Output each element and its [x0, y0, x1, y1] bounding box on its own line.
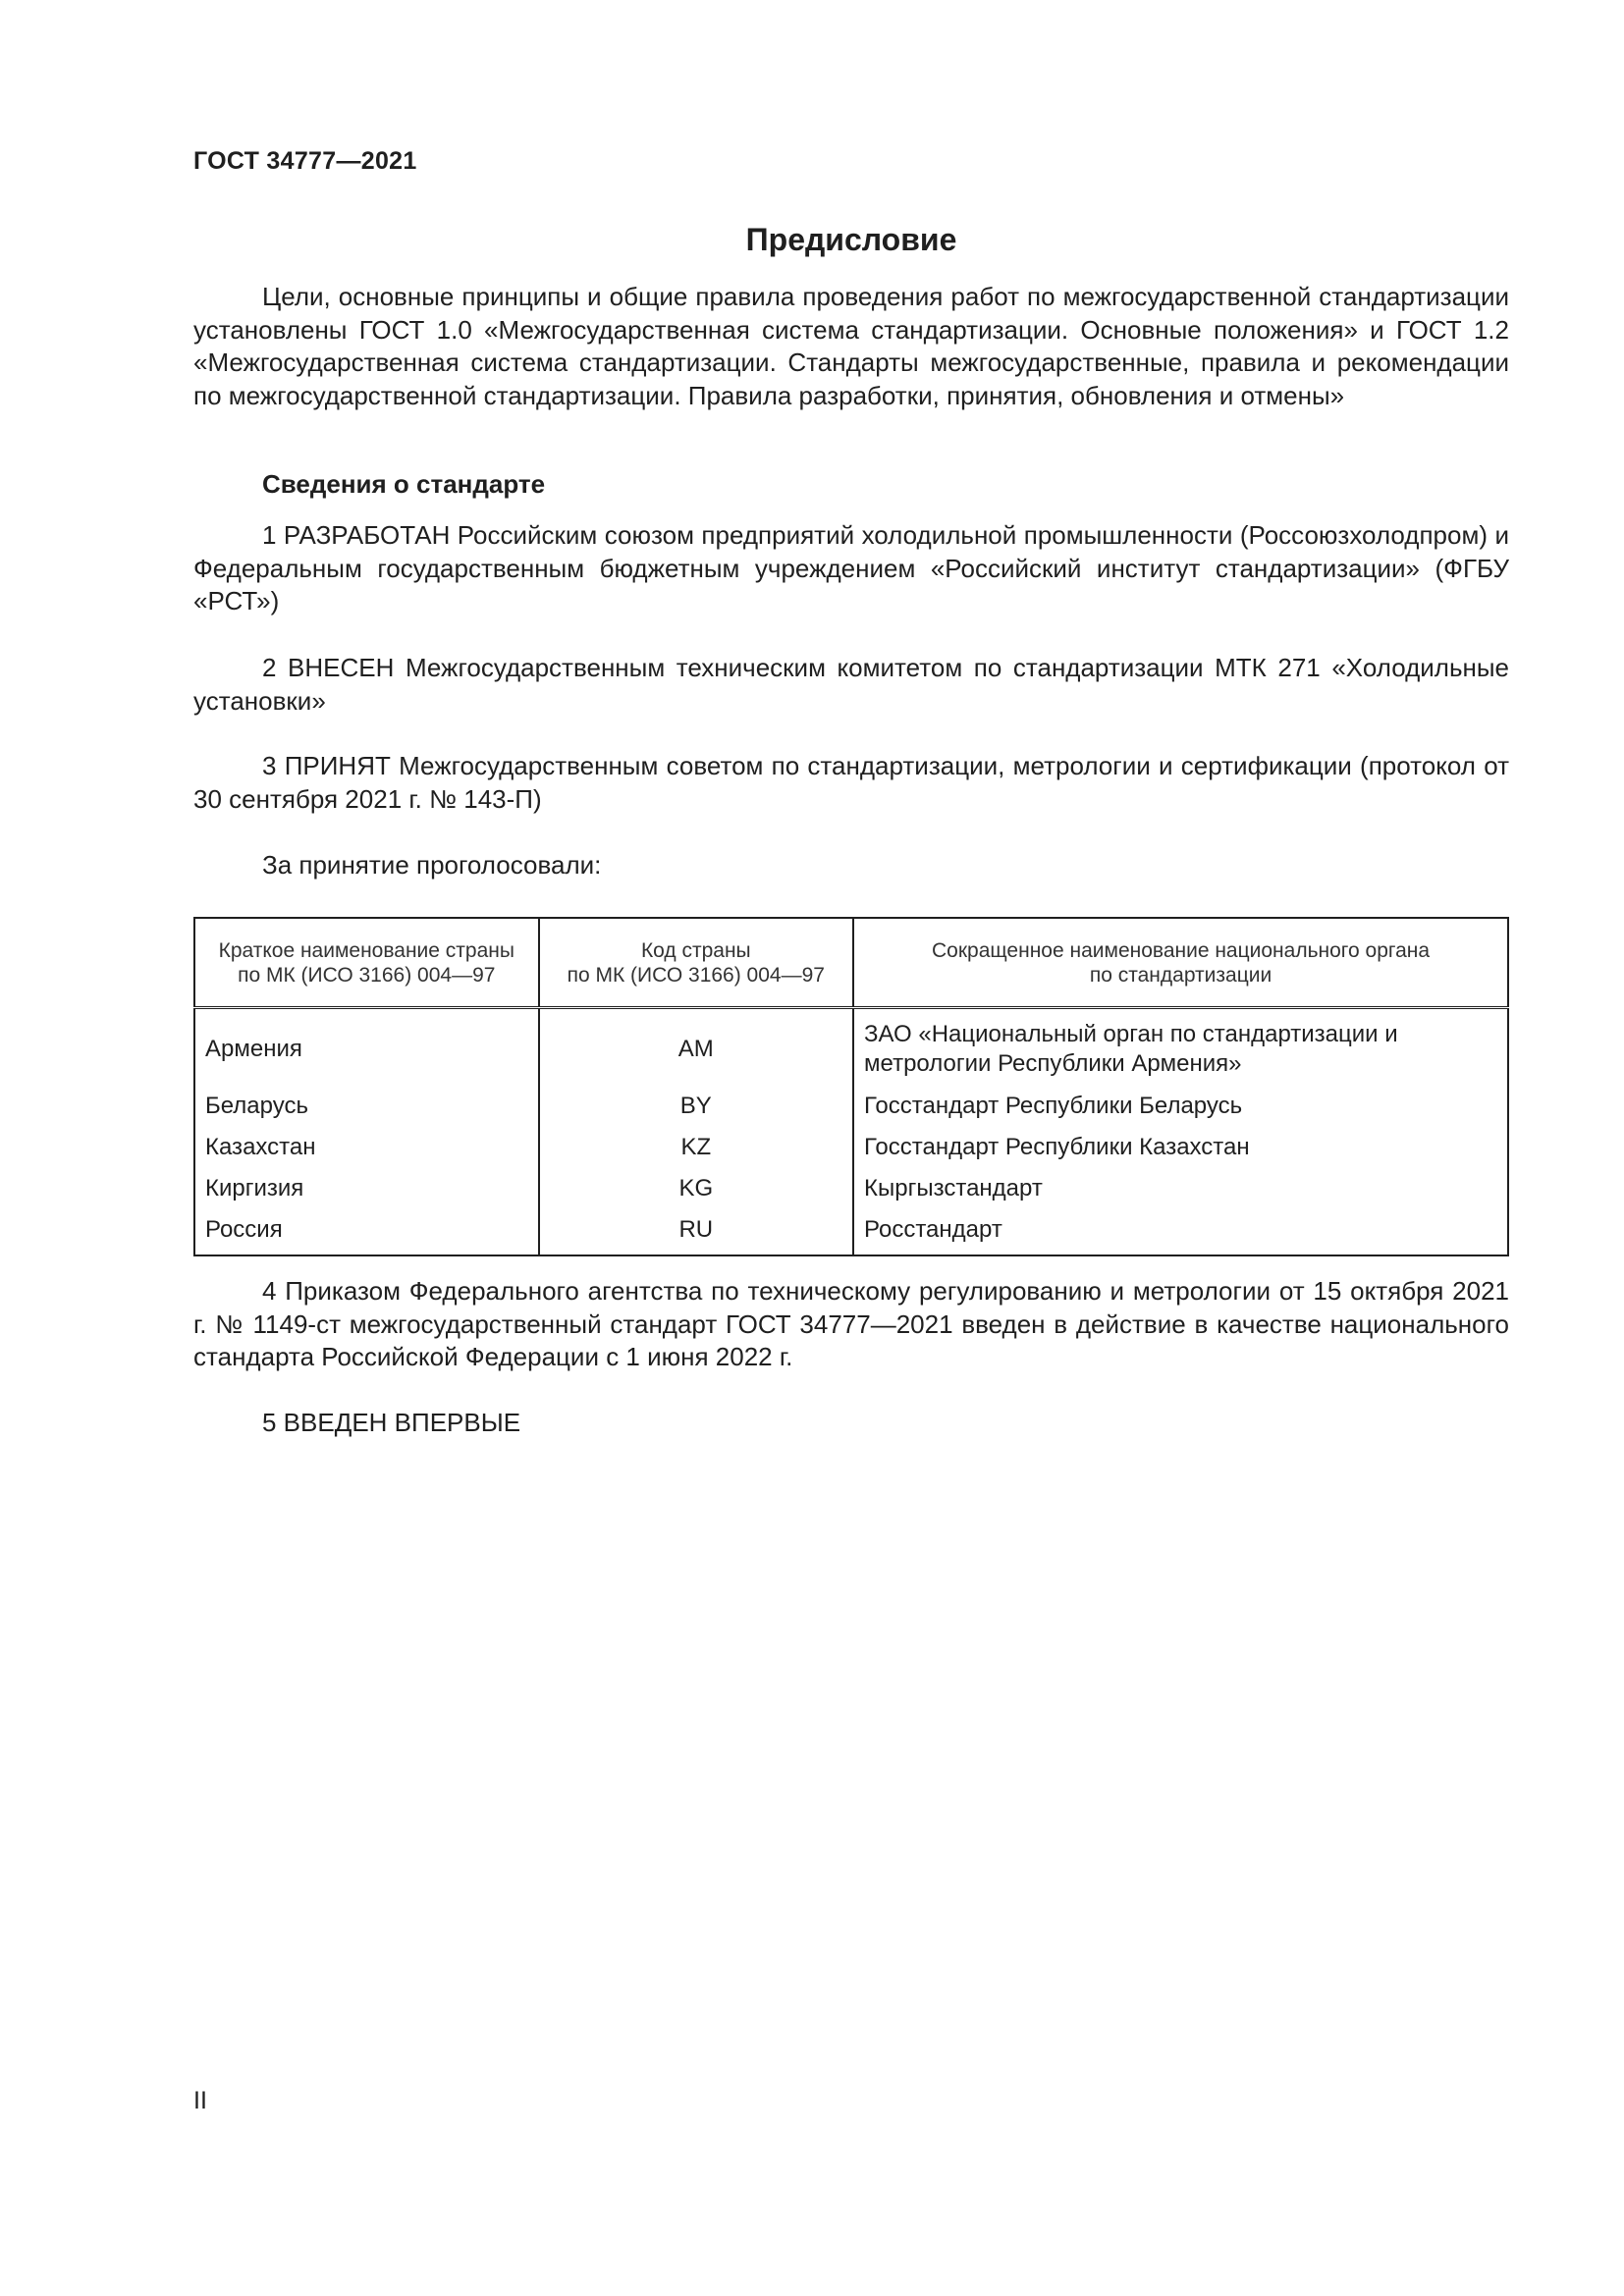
- header-country-code-line1: Код страны: [640, 938, 751, 962]
- cell-country: Беларусь: [194, 1086, 539, 1127]
- cell-code: KG: [539, 1168, 853, 1209]
- cell-country: Россия: [194, 1209, 539, 1255]
- cell-country: Армения: [194, 1008, 539, 1087]
- voting-table: [193, 917, 1509, 1256]
- page-title: Предисловие: [745, 222, 957, 257]
- intro-paragraph: Цели, основные принципы и общие правила проведения работ по межгосударственной стандартизации установлены ГОСТ 1.0 «Межгосударственная система стандартизации. Основные положения» и ГОСТ 1.2 «Межгосударственная система стандартизации. Стандарты межгосударственные, правила и рекомендации по межгосударственной стандартизации. Правила разработки, принятия, обновления и отмены»: [193, 282, 1509, 410]
- header-country-code-line2: по МК (ИСО 3166) 004—97: [567, 963, 825, 987]
- table-row: [194, 1008, 1508, 1087]
- cell-country: Киргизия: [194, 1168, 539, 1209]
- cell-national-body: Кыргызстандарт: [853, 1168, 1508, 1209]
- item-adopted: 3 ПРИНЯТ Межгосударственным советом по стандартизации, метрологии и сертификации (протокол от 30 сентября 2021 г. № 143-П): [193, 751, 1509, 814]
- table-header-row: [194, 918, 1508, 1008]
- table-row: [194, 1168, 1508, 1209]
- header-country-name: [194, 918, 539, 1008]
- standard-info-heading: Сведения о стандарте: [262, 469, 546, 499]
- item-order: 4 Приказом Федерального агентства по техническому регулированию и метрологии от 15 октября 2021 г. № 1149-ст межгосударственный стандарт ГОСТ 34777—2021 введен в действие в качестве национального стандарта Российской Федерации с 1 июня 2022 г.: [193, 1276, 1509, 1371]
- cell-code: AM: [539, 1008, 853, 1087]
- cell-code: KZ: [539, 1127, 853, 1168]
- cell-code: RU: [539, 1209, 853, 1255]
- cell-national-body: ЗАО «Национальный орган по стандартизации и метрологии Республики Армения»: [853, 1008, 1508, 1087]
- item-introduced: 2 ВНЕСЕН Межгосударственным техническим комитетом по стандартизации МТК 271 «Холодильные установки»: [193, 653, 1509, 716]
- cell-national-body: Госстандарт Республики Казахстан: [853, 1127, 1508, 1168]
- cell-country: Казахстан: [194, 1127, 539, 1168]
- table-row: [194, 1086, 1508, 1127]
- header-country-name-line2: по МК (ИСО 3166) 004—97: [238, 963, 496, 987]
- item-developed: 1 РАЗРАБОТАН Российским союзом предприятий холодильной промышленности (Россоюзхолодпром) и Федеральным государственным бюджетным учреждением «Российский институт стандартизации» (ФГБУ «РСТ»): [193, 520, 1509, 615]
- page-number: II: [193, 2087, 207, 2114]
- header-national-body-line2: по стандартизации: [1089, 963, 1272, 987]
- voted-label: За принятие проголосовали:: [262, 850, 602, 880]
- header-country-name-line1: Краткое наименование страны: [218, 938, 514, 962]
- cell-national-body: Госстандарт Республики Беларусь: [853, 1086, 1508, 1127]
- header-country-code: [539, 918, 853, 1008]
- document-code: ГОСТ 34777—2021: [193, 147, 417, 175]
- header-national-body-line1: Сокращенное наименование национального органа: [932, 938, 1431, 962]
- voting-table-container: [193, 917, 1509, 1256]
- header-national-body: [853, 918, 1508, 1008]
- cell-national-body: Росстандарт: [853, 1209, 1508, 1255]
- table-row: [194, 1127, 1508, 1168]
- item-first-time: 5 ВВЕДЕН ВПЕРВЫЕ: [262, 1408, 521, 1437]
- cell-code: BY: [539, 1086, 853, 1127]
- table-row: [194, 1209, 1508, 1255]
